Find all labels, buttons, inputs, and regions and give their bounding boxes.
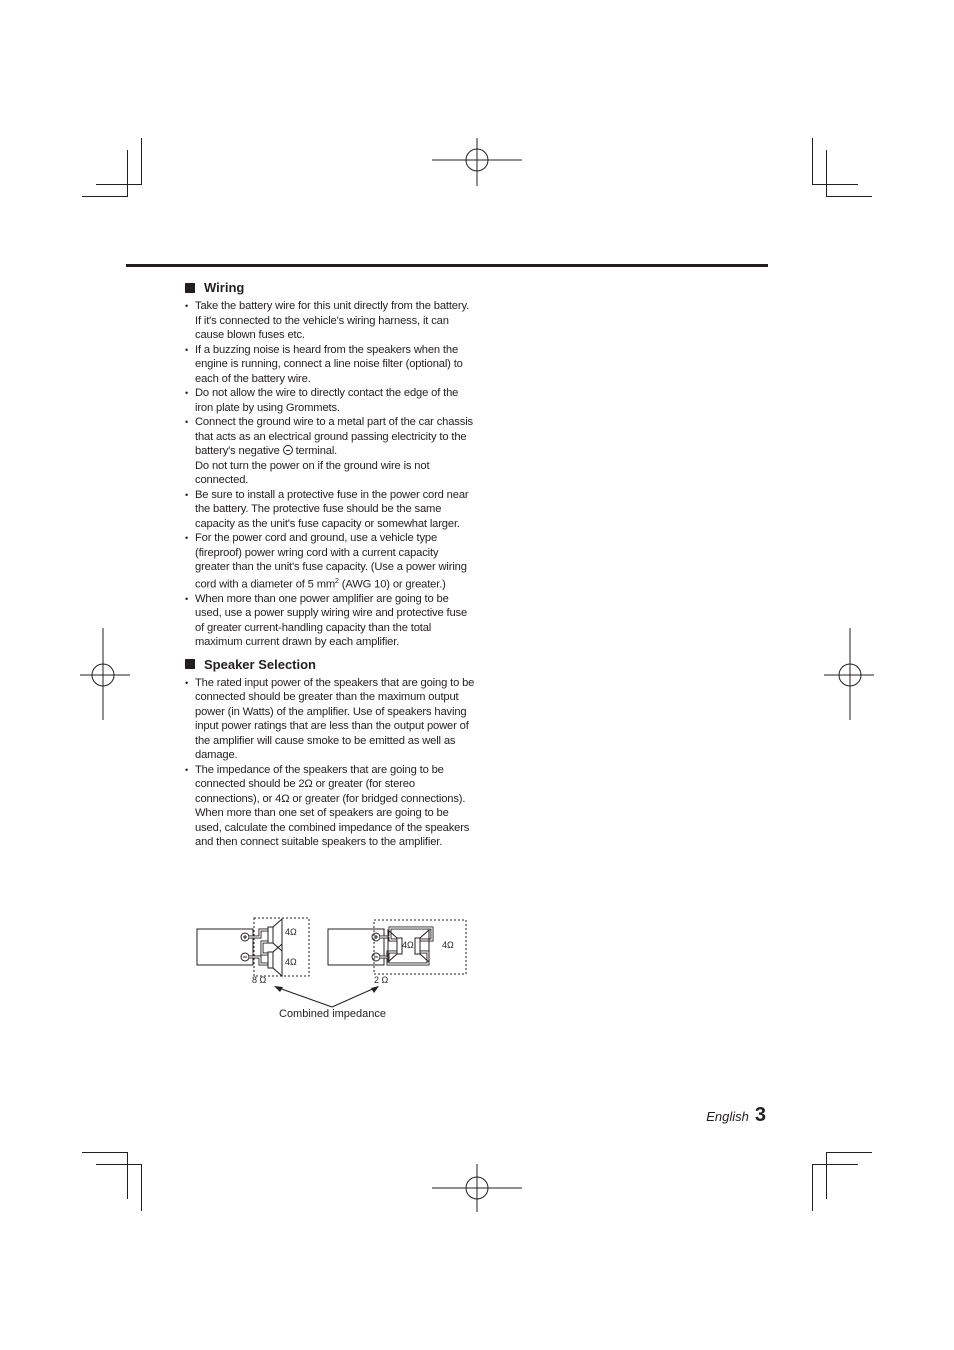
impedance-label: 8 Ω bbox=[252, 975, 267, 985]
crop-mark bbox=[127, 150, 128, 197]
heading-text: Wiring bbox=[204, 280, 245, 295]
crop-mark bbox=[96, 1164, 142, 1165]
superscript: 2 bbox=[335, 577, 339, 585]
list-item: • The impedance of the speakers that are going to be connected should be 2Ω or greater (for stereo connections), or 4Ω or greater (for bridged connections). When more than one set of speakers are going to be used, calculate the combined impedance of the speakers and then connect suitable speakers to the amplifier. bbox=[185, 763, 475, 850]
impedance-label: 4Ω bbox=[285, 957, 297, 967]
crop-mark bbox=[812, 138, 813, 185]
header-rule bbox=[126, 264, 768, 267]
crop-mark bbox=[141, 1164, 142, 1211]
amplifier-box bbox=[197, 929, 253, 965]
page-number: 3 bbox=[754, 1104, 766, 1126]
list-item: • Take the battery wire for this unit directly from the battery. If it's connected to the vehicle's wiring harness, it can cause blown fuses etc. bbox=[185, 299, 475, 343]
crop-mark bbox=[826, 1152, 872, 1153]
square-bullet-icon bbox=[185, 283, 195, 293]
list-item: • Do not allow the wire to directly contact the edge of the iron plate by using Grommets. bbox=[185, 386, 475, 415]
crop-mark bbox=[826, 196, 872, 197]
item-text: Connect the ground wire to a metal part of the car chassis that acts as an electrical ground passing electricity to the battery's negative bbox=[195, 416, 473, 457]
crop-mark bbox=[826, 1152, 827, 1199]
amplifier-box bbox=[328, 929, 384, 965]
crop-mark bbox=[812, 1164, 858, 1165]
registration-mark-bottom bbox=[430, 1164, 524, 1212]
footer-language: English bbox=[706, 1109, 749, 1124]
impedance-label: 2 Ω bbox=[374, 975, 389, 985]
crop-mark bbox=[812, 1164, 813, 1211]
crop-mark bbox=[96, 184, 142, 185]
crop-mark bbox=[826, 150, 827, 197]
crop-mark bbox=[82, 1152, 128, 1153]
item-text: terminal. bbox=[295, 445, 338, 457]
section-heading-speaker-selection bbox=[185, 656, 475, 673]
main-column bbox=[185, 279, 475, 856]
section-heading-wiring bbox=[185, 279, 475, 296]
impedance-label: 4Ω bbox=[285, 927, 297, 937]
list-item: • When more than one power amplifier are going to be used, use a power supply wiring wire and protective fuse of greater current-handling capacity than the total maximum current drawn by each amplifier. bbox=[185, 592, 475, 650]
list-item: • The rated input power of the speakers that are going to be connected should be greater than the maximum output power (in Watts) of the amplifier. Use of speakers having input power ratings that are less than the output power of the amplifier will cause smoke to be emitted as well as damage. bbox=[185, 676, 475, 763]
registration-mark-right bbox=[824, 628, 874, 722]
wiring-list bbox=[185, 299, 475, 650]
page-footer bbox=[706, 1104, 766, 1127]
crop-mark bbox=[127, 1152, 128, 1199]
list-item bbox=[185, 415, 475, 488]
speaker-list bbox=[185, 676, 475, 850]
impedance-label: 4Ω bbox=[402, 940, 414, 950]
registration-mark-left bbox=[80, 628, 130, 722]
negative-terminal-icon bbox=[283, 445, 293, 455]
list-item bbox=[185, 531, 475, 592]
list-item: • If a buzzing noise is heard from the speakers when the engine is running, connect a line noise filter (optional) to each of the battery wire. bbox=[185, 343, 475, 387]
item-text: Do not turn the power on if the ground wire is not connected. bbox=[195, 459, 430, 486]
square-bullet-icon bbox=[185, 659, 195, 669]
crop-mark bbox=[141, 138, 142, 185]
item-text: For the power cord and ground, use a vehicle type (fireproof) power wring cord with a current capacity greater than the unit's fuse capacity. (Use a power wiring cord with a diameter of 5 mm bbox=[195, 532, 467, 591]
crop-mark bbox=[82, 196, 128, 197]
item-text: (AWG 10) or greater.) bbox=[338, 578, 446, 591]
registration-mark-top bbox=[430, 138, 524, 186]
crop-mark bbox=[812, 184, 858, 185]
impedance-diagram bbox=[190, 912, 480, 1032]
heading-text: Speaker Selection bbox=[204, 656, 316, 672]
list-item: • Be sure to install a protective fuse in the power cord near the battery. The protective fuse should be the same capacity as the unit's fuse capacity or somewhat larger. bbox=[185, 488, 475, 532]
diagram-caption: Combined impedance bbox=[279, 1008, 387, 1020]
impedance-label: 4Ω bbox=[442, 940, 454, 950]
